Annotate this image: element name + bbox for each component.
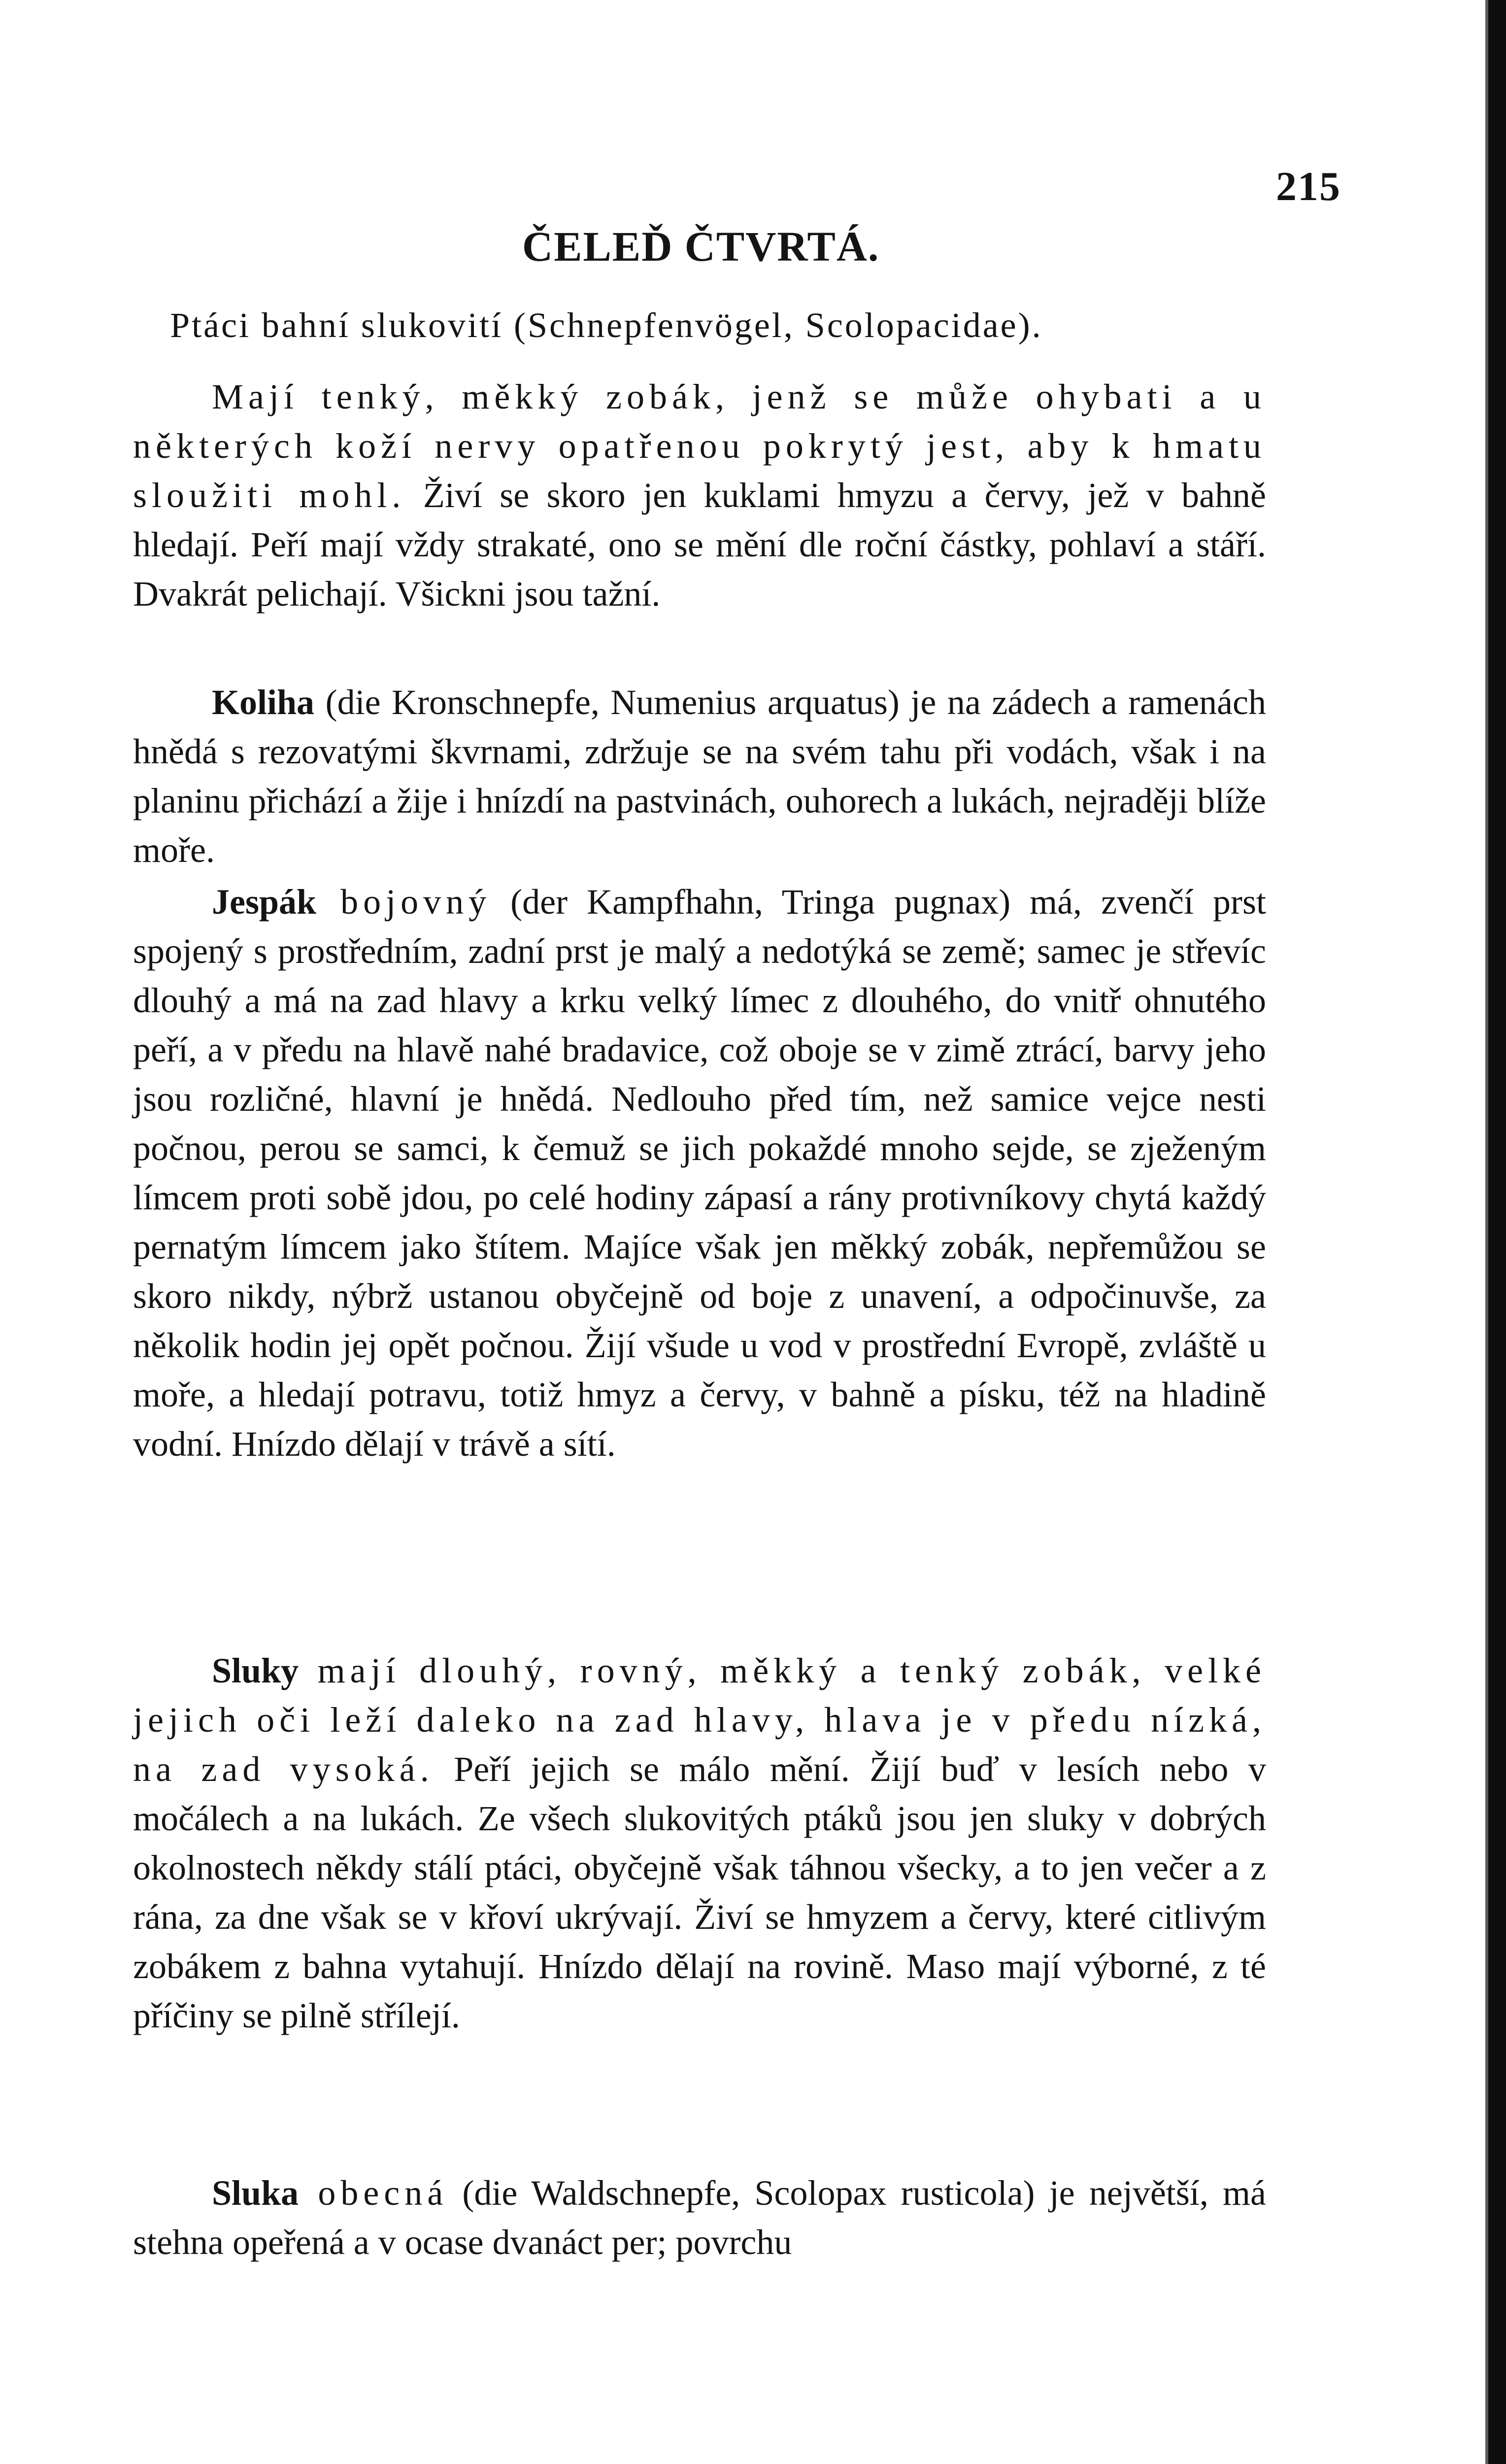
paragraph-text: (die Kronschnepfe, Numenius arquatus) je na zádech a ramenách hnědá s rezovatými škvrnami, zdržuje se na svém tahu při vodách, však i na planinu přichází a žije i hnízdí na pastvinách, ouhorech a lukách, nejraději blíže moře.: [133, 683, 1266, 870]
paragraph-text: (die Waldschnepfe, Scolopax rusticola) je největší, má stehna opeřená a v ocase dvanáct per; povrchu: [133, 2173, 1266, 2262]
scan-edge-border: [1488, 0, 1506, 2464]
paragraph-text: Peří jejich se málo mění. Žijí buď v lesích nebo v močálech a na lukách. Ze všech slukovitých ptáků jsou jen sluky v dobrých okolnostech někdy stálí ptáci, obyčejně však táhnou všecky, a to jen večer a z rána, za dne však se v křoví ukrývají. Živí se hmyzem a červy, které citlivým zobákem z bahna vytahují. Hnízdo dělají na rovině. Maso mají výborné, z té příčiny se pilně střílejí.: [133, 1749, 1266, 2035]
chapter-subtitle: Ptáci bahní slukovití (Schnepfenvögel, Scolopacidae).: [170, 306, 1043, 345]
paragraph-intro: [133, 372, 1266, 618]
chapter-title: ČELEĎ ČTVRTÁ.: [522, 223, 880, 270]
species-name: Sluka: [212, 2173, 299, 2213]
species-name: Jespák: [212, 882, 317, 922]
species-name: Sluky: [212, 1651, 299, 1690]
species-epithet: bojovný: [316, 882, 492, 922]
paragraph-jespak: [133, 877, 1266, 1469]
paragraph-sluka: [133, 2168, 1266, 2267]
spaced-description: mají dlouhý, rovný, měkký a tenký zobák, velké jejich oči leží daleko na zad hlavy, hlava je v předu nízká, na zad vysoká.: [133, 1651, 1266, 1789]
paragraph-lead: Mají tenký, měkký zobák, jenž se může ohybati a u některých koží nervy opatřenou pokrytý jest, aby k hmatu sloužiti mohl.: [133, 377, 1266, 515]
paragraph-koliha: [133, 678, 1266, 875]
species-epithet: obecná: [299, 2173, 448, 2213]
paragraph-sluky: [133, 1646, 1266, 2040]
page-number: 215: [1276, 164, 1341, 209]
species-name: Koliha: [212, 683, 315, 722]
paragraph-text: (der Kampfhahn, Tringa pugnax) má, zvenčí prst spojený s prostředním, zadní prst je malý a nedotýká se země; samec je střevíc dlouhý a má na zad hlavy a krku velký límec z dlouhého, do vnitř ohnutého peří, a v předu na hlavě nahé bradavice, což oboje se v zimě ztrácí, barvy jeho jsou rozličné, hlavní je hnědá. Nedlouho před tím, než samice vejce nesti počnou, perou se samci, k čemuž se jich pokaždé mnoho sejde, se zježeným límcem proti sobě jdou, po celé hodiny zápasí a rány protivníkovy chytá každý pernatým límcem jako štítem. Majíce však jen měkký zobák, nepřemůžou se skoro nikdy, nýbrž ustanou obyčejně od boje z unavení, a odpočinuvše, za několik hodin jej opět počnou. Žijí všude u vod v prostřední Evropě, zvláště u moře, a hledají potravu, totiž hmyz a červy, v bahně a písku, též na hladině vodní. Hnízdo dělají v trávě a sítí.: [133, 882, 1266, 1464]
paragraph-text: Živí se skoro jen kuklami hmyzu a červy, jež v bahně hledají. Peří mají vždy strakaté, ono se mění dle roční částky, pohlaví a stáří. Dvakrát pelichají. Všickni jsou tažní.: [133, 476, 1267, 614]
